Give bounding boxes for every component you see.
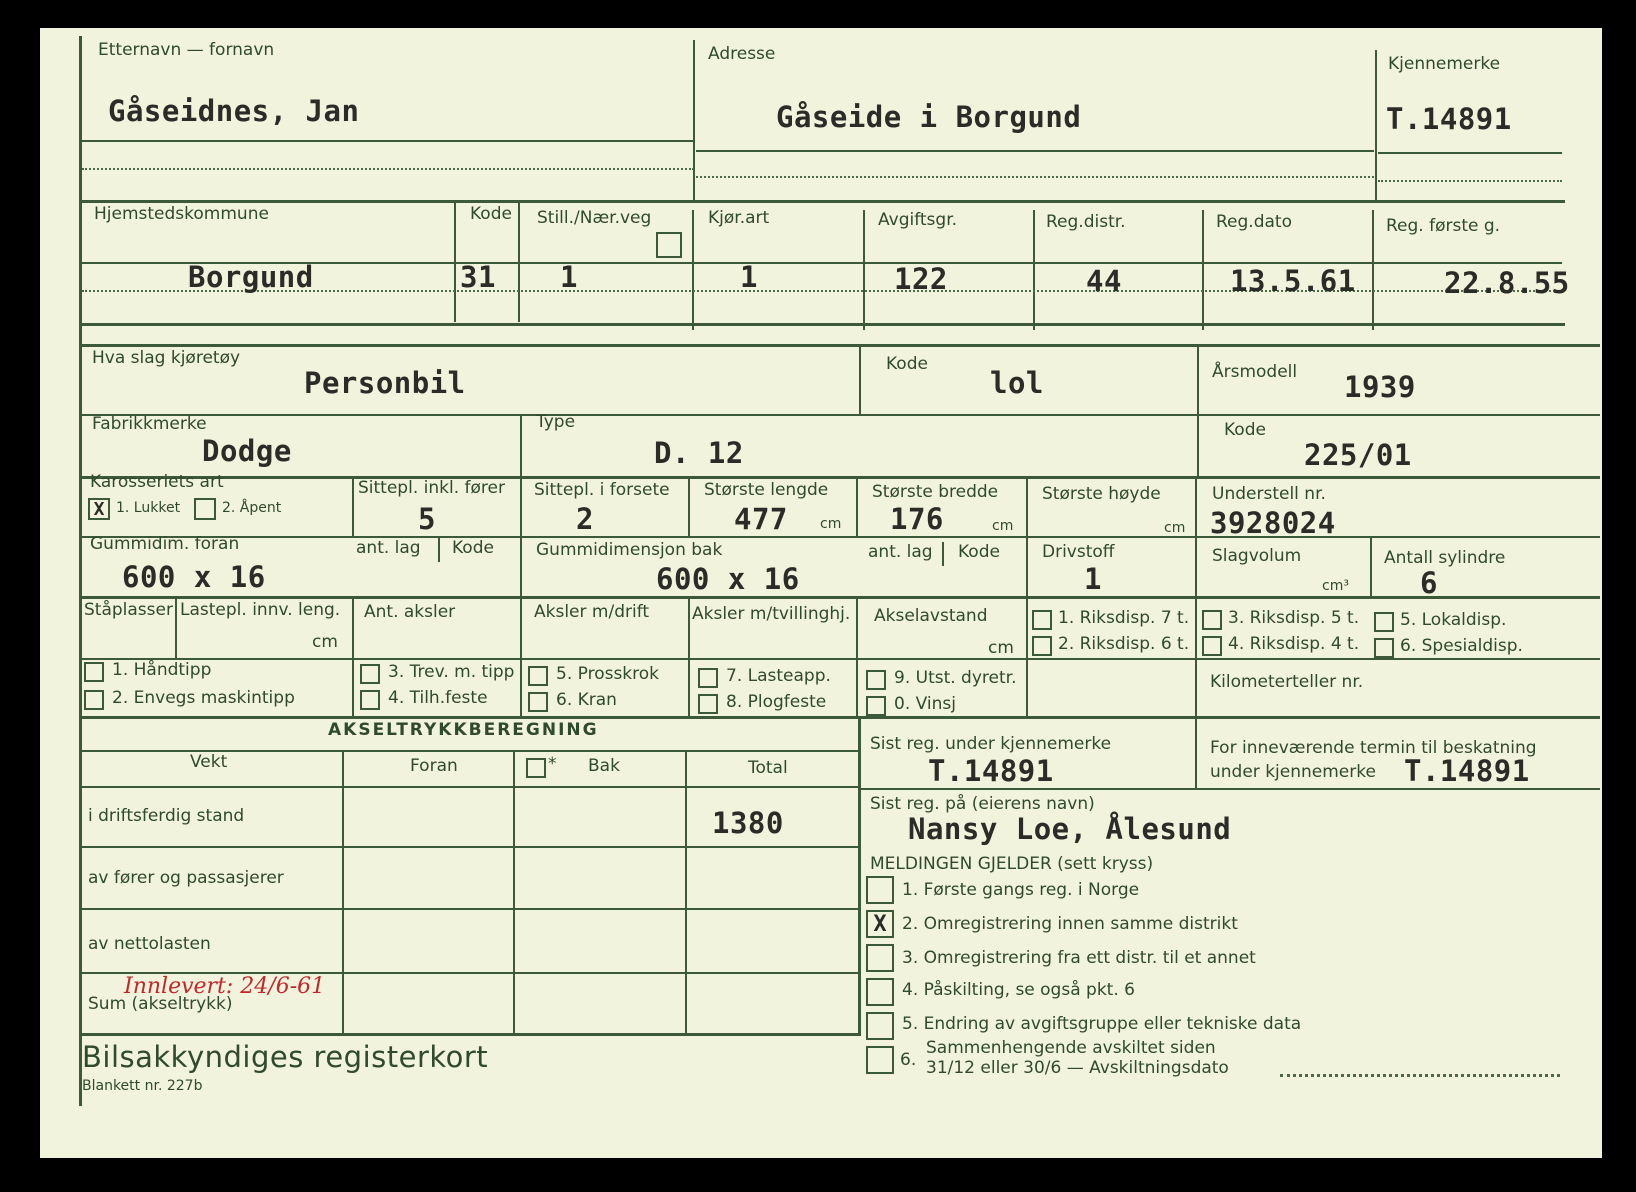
kran-checkbox[interactable] [528, 692, 548, 712]
utst-label: 9. Utst. dyretr. [894, 668, 1017, 688]
meld-3-checkbox[interactable] [866, 944, 894, 972]
bak-star: * [548, 754, 557, 774]
still-label: Still./Nær.veg [537, 208, 652, 228]
fabrikk-label: Fabrikkmerke [92, 414, 207, 434]
regdato-label: Reg.dato [1216, 212, 1292, 232]
avgift-value: 122 [894, 262, 948, 296]
divider [520, 538, 522, 598]
termin-label-1: For inneværende termin til beskatning [1210, 738, 1537, 758]
rule [82, 536, 1600, 538]
meld-6-line1: Sammenhengende avskiltet siden [926, 1038, 1216, 1058]
hjemsted-value: Borgund [188, 260, 314, 294]
kode-label: Kode [470, 204, 512, 224]
divider [942, 542, 944, 566]
divider [859, 346, 861, 416]
riks4-label: 4. Riksdisp. 4 t. [1228, 634, 1360, 654]
kode-label: Kode [958, 542, 1000, 562]
bak-checkbox[interactable] [526, 758, 546, 778]
prosskrok-label: 5. Prosskrok [556, 664, 660, 684]
plogfeste-label: 8. Plogfeste [726, 692, 827, 712]
form-number: Blankett nr. 227b [82, 1078, 203, 1094]
riks7-checkbox[interactable] [1032, 610, 1052, 630]
eier-value: Nansy Loe, Ålesund [908, 812, 1232, 846]
axle-title: AKSELTRYKKBEREGNING [328, 720, 599, 740]
plate-value: T.14891 [1386, 102, 1512, 136]
trev-checkbox[interactable] [360, 664, 380, 684]
lastepl-unit: cm [312, 632, 338, 652]
divider [688, 598, 690, 716]
bredde-label: Største bredde [872, 482, 999, 502]
type-value: D. 12 [654, 436, 744, 470]
meld-2-checkbox[interactable]: X [866, 910, 894, 938]
rule [860, 788, 1600, 790]
divider [1033, 210, 1035, 330]
tvilling-label: Aksler m/tvillinghj. [692, 604, 851, 624]
still-checkbox[interactable] [656, 232, 682, 258]
foran-header: Foran [410, 756, 458, 776]
lukket-label: 1. Lukket [116, 500, 181, 516]
utst-checkbox[interactable] [866, 670, 886, 690]
termin-value: T.14891 [1404, 754, 1530, 788]
rule [80, 908, 858, 910]
meld-4-checkbox[interactable] [866, 978, 894, 1006]
address-label: Adresse [708, 44, 776, 64]
divider [1026, 478, 1028, 536]
gummi-bak-label: Gummidimensjon bak [536, 540, 723, 560]
plogfeste-checkbox[interactable] [698, 694, 718, 714]
kran-label: 6. Kran [556, 690, 617, 710]
meld-3-label: 3. Omregistrering fra ett distr. til et annet [902, 948, 1256, 968]
sist-value: T.14891 [928, 754, 1054, 788]
divider [1026, 598, 1028, 716]
antlag-label: ant. lag [868, 542, 933, 562]
prosskrok-checkbox[interactable] [528, 666, 548, 686]
bredde-unit: cm [992, 518, 1014, 534]
arsmodell-value: 1939 [1344, 370, 1416, 404]
bredde-value: 176 [890, 502, 944, 536]
lukket-checkbox[interactable]: X [88, 498, 110, 520]
rule [80, 786, 858, 788]
tilh-label: 4. Tilh.feste [388, 688, 488, 708]
rule [80, 476, 1600, 479]
meld-6-number: 6. [900, 1050, 917, 1070]
divider [1195, 538, 1197, 598]
address-value: Gåseide i Borgund [776, 100, 1082, 134]
understell-label: Understell nr. [1212, 484, 1326, 504]
tilh-checkbox[interactable] [360, 690, 380, 710]
meld-1-label: 1. Første gangs reg. i Norge [902, 880, 1140, 900]
apent-checkbox[interactable] [194, 498, 216, 520]
plate-label: Kjennemerke [1388, 54, 1501, 74]
rule [80, 716, 1600, 719]
gummi-bak-value: 600 x 16 [656, 562, 800, 596]
lengde-label: Største lengde [704, 480, 829, 500]
divider [175, 598, 177, 658]
meld-5-checkbox[interactable] [866, 1012, 894, 1040]
total-driftsferdig: 1380 [712, 806, 784, 840]
register-card [40, 28, 1602, 1158]
handtipp-checkbox[interactable] [84, 662, 104, 682]
divider [520, 416, 522, 478]
card-left-border [79, 36, 82, 1106]
hoyde-label: Største høyde [1042, 484, 1161, 504]
kode-value: 31 [460, 260, 496, 294]
spesial-label: 6. Spesialdisp. [1400, 636, 1523, 656]
lengde-value: 477 [734, 502, 788, 536]
type-kode-value: 225/01 [1304, 438, 1412, 472]
divider [1370, 538, 1372, 598]
handtipp-label: 1. Håndtipp [112, 660, 212, 680]
divider [685, 752, 687, 1034]
lastepl-label: Lastepl. innv. leng. [180, 600, 341, 620]
slagvolum-label: Slagvolum [1212, 546, 1302, 566]
vinsj-checkbox[interactable] [866, 696, 886, 716]
dotted-rule [1378, 180, 1562, 182]
lasteapp-checkbox[interactable] [698, 668, 718, 688]
axle-row-label: Sum (akseltrykk) [88, 994, 233, 1014]
meld-title: MELDINGEN GJELDER (sett kryss) [870, 854, 1154, 874]
lengde-unit: cm [820, 516, 842, 532]
forsete-value: 2 [576, 502, 594, 536]
vekt-header: Vekt [190, 752, 228, 772]
km-label: Kilometerteller nr. [1210, 672, 1364, 692]
meld-2-label: 2. Omregistrering innen samme distrikt [902, 914, 1238, 934]
divider [342, 752, 344, 1034]
divider [1375, 50, 1377, 202]
meld-4-label: 4. Påskilting, se også pkt. 6 [902, 980, 1135, 1000]
envegs-checkbox[interactable] [84, 690, 104, 710]
forsteg-value: 22.8.55 [1444, 266, 1570, 300]
divider [520, 598, 522, 716]
riks7-label: 1. Riksdisp. 7 t. [1058, 608, 1190, 628]
slag-kode-label: Kode [886, 354, 928, 374]
divider [858, 718, 861, 1036]
axle-row-label: i driftsferdig stand [88, 806, 245, 826]
regdato-value: 13.5.61 [1230, 264, 1356, 298]
axle-row-label: av fører og passasjerer [88, 868, 284, 888]
envegs-label: 2. Envegs maskintipp [112, 688, 295, 708]
arsmodell-label: Årsmodell [1212, 362, 1298, 382]
divider [1197, 346, 1199, 476]
divider [688, 478, 690, 536]
divider [856, 598, 858, 716]
lokal-checkbox[interactable] [1374, 612, 1394, 632]
divider [1372, 210, 1374, 330]
sittepl-value: 5 [418, 502, 436, 536]
akselavstand-label: Akselavstand [874, 606, 988, 626]
meld-6-checkbox[interactable] [866, 1046, 894, 1074]
owner-label: Etternavn — fornavn [98, 40, 275, 60]
slag-value: Personbil [304, 366, 466, 400]
rule [696, 150, 1374, 152]
gummi-foran-value: 600 x 16 [122, 560, 266, 594]
rule [80, 846, 858, 848]
antlag-label: ant. lag [356, 538, 421, 558]
sylindre-value: 6 [1420, 566, 1438, 600]
aksler-label: Ant. aksler [364, 602, 456, 622]
divider [856, 478, 858, 536]
divider [1026, 538, 1028, 598]
forsteg-label: Reg. første g. [1386, 216, 1501, 236]
apent-label: 2. Åpent [222, 500, 282, 516]
trev-label: 3. Trev. m. tipp [388, 662, 515, 682]
meld-5-label: 5. Endring av avgiftsgruppe eller tekniske data [902, 1014, 1302, 1034]
driv-label: Aksler m/drift [534, 602, 650, 622]
rule [80, 200, 1565, 203]
sylindre-label: Antall sylindre [1384, 548, 1506, 568]
meld-1-checkbox[interactable] [866, 876, 894, 904]
kjorart-value: 1 [740, 260, 758, 294]
still-value: 1 [560, 260, 578, 294]
form-title: Bilsakkyndiges registerkort [82, 1040, 489, 1074]
divider [692, 210, 694, 330]
divider [352, 598, 354, 716]
lokal-label: 5. Lokaldisp. [1400, 610, 1507, 630]
rule [80, 596, 1600, 599]
slagvolum-unit: cm³ [1322, 578, 1349, 594]
drivstoff-value: 1 [1084, 562, 1102, 596]
eier-label: Sist reg. på (eierens navn) [870, 794, 1095, 814]
kode-label: Kode [452, 538, 494, 558]
divider [520, 478, 522, 536]
sittepl-label: Sittepl. inkl. fører [358, 478, 505, 498]
divider [438, 538, 440, 562]
fabrikk-value: Dodge [202, 434, 292, 468]
type-kode-label: Kode [1224, 420, 1266, 440]
rule [1378, 152, 1562, 154]
riks5-checkbox[interactable] [1202, 610, 1222, 630]
slag-label: Hva slag kjøretøy [92, 348, 241, 368]
slag-kode-value: lol [990, 366, 1044, 400]
riks5-label: 3. Riksdisp. 5 t. [1228, 608, 1360, 628]
divider [352, 478, 354, 536]
divider [693, 40, 695, 200]
total-header: Total [748, 758, 788, 778]
divider [513, 752, 515, 1034]
avgift-label: Avgiftsgr. [878, 210, 958, 230]
hjemsted-label: Hjemstedskommune [94, 204, 269, 224]
drivstoff-label: Drivstoff [1042, 542, 1115, 562]
handwritten-note: Innlevert: 24/6-61 [124, 974, 326, 999]
rule [82, 140, 694, 142]
sist-label: Sist reg. under kjennemerke [870, 734, 1112, 754]
hoyde-unit: cm [1164, 520, 1186, 536]
forsete-label: Sittepl. i forsete [534, 480, 670, 500]
divider [863, 210, 865, 330]
gummi-foran-label: Gummidim. foran [90, 534, 240, 554]
rule [80, 1033, 860, 1036]
divider [1202, 210, 1204, 330]
divider [1195, 478, 1197, 536]
dotted-rule [696, 176, 1374, 178]
rule [82, 414, 1600, 416]
divider [1195, 718, 1197, 788]
rule [80, 323, 1565, 326]
regdistr-value: 44 [1086, 264, 1122, 298]
lasteapp-label: 7. Lasteapp. [726, 666, 831, 686]
owner-name: Gåseidnes, Jan [108, 94, 360, 128]
kjorart-label: Kjør.art [708, 208, 770, 228]
spesial-checkbox[interactable] [1374, 638, 1394, 658]
riks4-checkbox[interactable] [1202, 636, 1222, 656]
bak-header: Bak [588, 756, 620, 776]
rule [80, 658, 1600, 660]
divider [1195, 598, 1197, 716]
termin-label-2: under kjennemerke [1210, 762, 1376, 782]
rule [80, 344, 1600, 347]
riks6-checkbox[interactable] [1032, 636, 1052, 656]
axle-row-label: av nettolasten [88, 934, 211, 954]
avskiltning-date-line [1280, 1074, 1560, 1077]
type-label: Type [536, 412, 576, 432]
regdistr-label: Reg.distr. [1046, 212, 1126, 232]
staplasser-label: Ståplasser [84, 600, 173, 620]
karosseri-label: Karosseriets art [90, 472, 224, 492]
understell-value: 3928024 [1210, 506, 1336, 540]
vinsj-label: 0. Vinsj [894, 694, 956, 714]
riks6-label: 2. Riksdisp. 6 t. [1058, 634, 1190, 654]
meld-6-line2: 31/12 eller 30/6 — Avskiltningsdato [926, 1058, 1229, 1078]
dotted-rule [82, 168, 694, 170]
akselavstand-unit: cm [988, 638, 1014, 658]
